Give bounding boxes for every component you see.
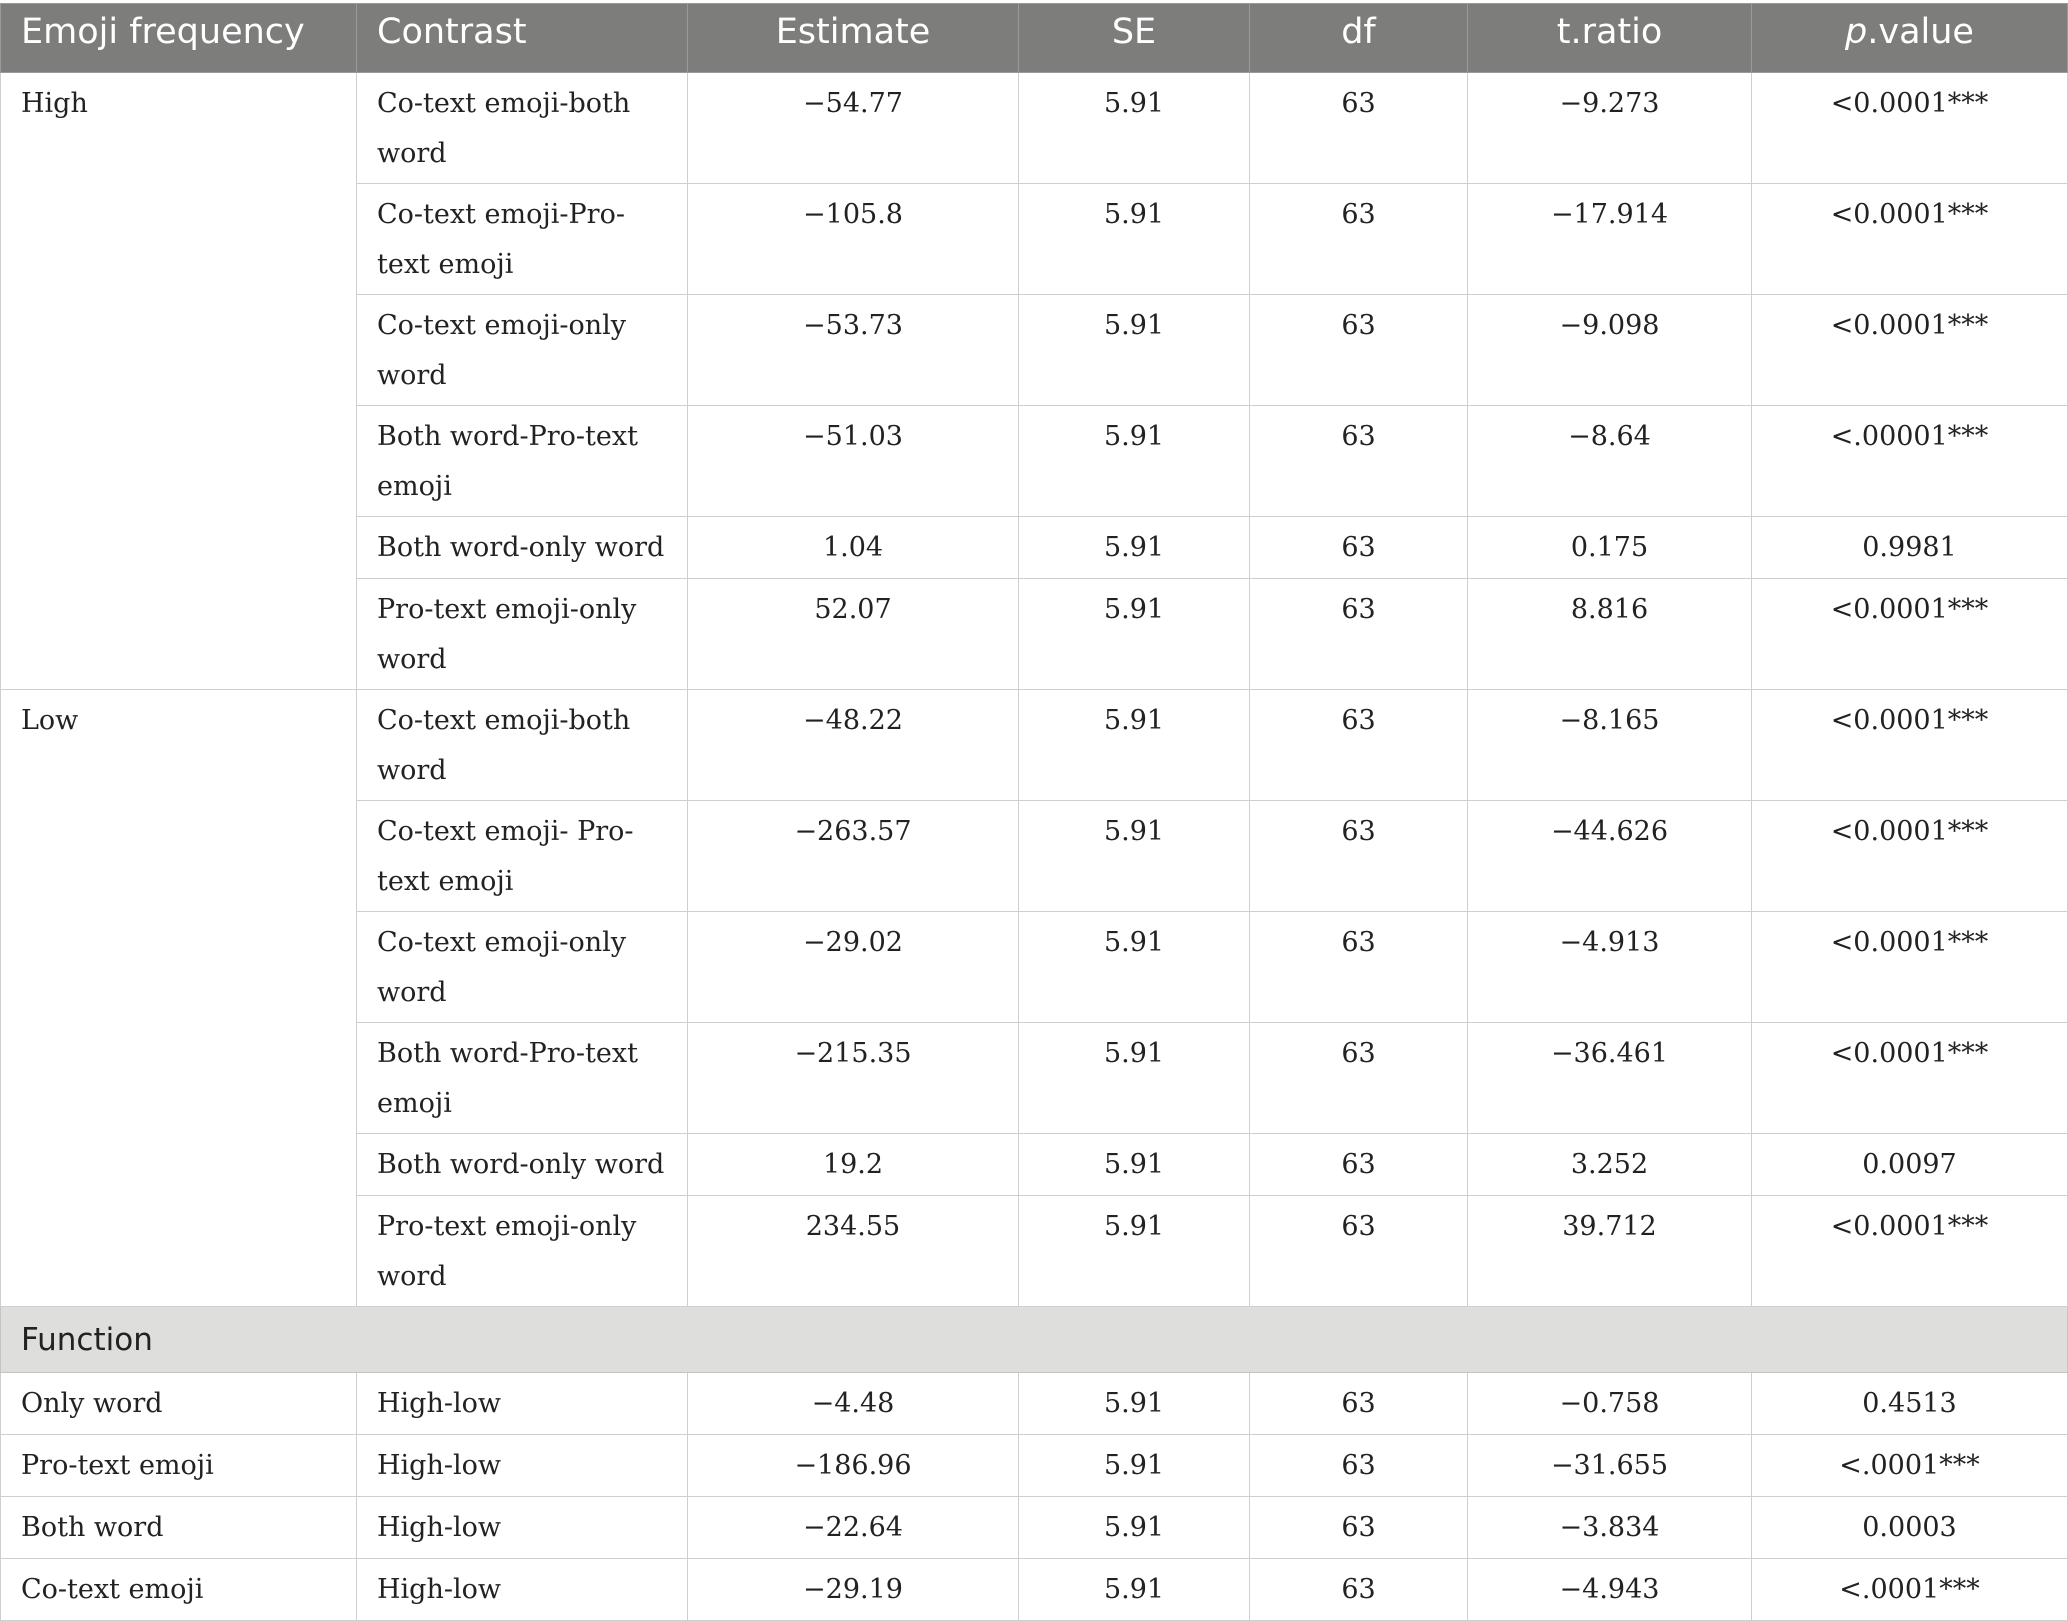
contrast-cell: High-low [357,1373,688,1435]
contrast-cell: High-low [357,1559,688,1621]
estimate-cell: −22.64 [688,1497,1019,1559]
p-value-cell: <0.0001*** [1752,184,2068,295]
df-cell: 63 [1250,579,1468,690]
header-df: df [1250,4,1468,73]
df-cell: 63 [1250,184,1468,295]
estimate-cell: 234.55 [688,1196,1019,1307]
t-ratio-cell: −9.273 [1468,73,1752,184]
contrast-cell: Pro-text emoji-only word [357,579,688,690]
group-label-high: High [1,73,357,690]
df-cell: 63 [1250,1435,1468,1497]
df-cell: 63 [1250,406,1468,517]
p-value-cell: <0.0001*** [1752,295,2068,406]
se-cell: 5.91 [1019,801,1250,912]
header-p-rest: .value [1867,12,1974,52]
se-cell: 5.91 [1019,1435,1250,1497]
t-ratio-cell: −9.098 [1468,295,1752,406]
estimate-cell: −105.8 [688,184,1019,295]
se-cell: 5.91 [1019,1559,1250,1621]
p-value-cell: <0.0001*** [1752,801,2068,912]
function-label-cell: Co-text emoji [1,1559,357,1621]
se-cell: 5.91 [1019,579,1250,690]
df-cell: 63 [1250,1559,1468,1621]
se-cell: 5.91 [1019,912,1250,1023]
p-value-cell: <0.0001*** [1752,579,2068,690]
estimate-cell: −263.57 [688,801,1019,912]
section-title-text: Function [21,1322,153,1358]
p-value-cell: 0.0097 [1752,1134,2068,1196]
contrast-cell: Both word-only word [357,1134,688,1196]
t-ratio-cell: −44.626 [1468,801,1752,912]
se-cell: 5.91 [1019,295,1250,406]
contrast-cell: Pro-text emoji-only word [357,1196,688,1307]
table-row [1,1559,2068,1621]
df-cell: 63 [1250,1023,1468,1134]
df-cell: 63 [1250,1497,1468,1559]
p-value-cell: 0.9981 [1752,517,2068,579]
estimate-cell: −51.03 [688,406,1019,517]
df-cell: 63 [1250,801,1468,912]
se-cell: 5.91 [1019,1373,1250,1435]
df-cell: 63 [1250,295,1468,406]
table-row [1,1497,2068,1559]
df-cell: 63 [1250,1134,1468,1196]
header-t-ratio: t.ratio [1468,4,1752,73]
header-estimate: Estimate [688,4,1019,73]
estimate-cell: −4.48 [688,1373,1019,1435]
t-ratio-cell: −31.655 [1468,1435,1752,1497]
df-cell: 63 [1250,690,1468,801]
p-value-cell: 0.4513 [1752,1373,2068,1435]
estimate-cell: −29.02 [688,912,1019,1023]
se-cell: 5.91 [1019,517,1250,579]
p-value-cell: 0.0003 [1752,1497,2068,1559]
t-ratio-cell: −4.943 [1468,1559,1752,1621]
estimate-cell: −53.73 [688,295,1019,406]
t-ratio-cell: 8.816 [1468,579,1752,690]
estimate-cell: 1.04 [688,517,1019,579]
function-label-cell: Only word [1,1373,357,1435]
contrast-cell: High-low [357,1497,688,1559]
contrast-cell: Co-text emoji-Pro-text emoji [357,184,688,295]
contrast-cell: Both word-Pro-text emoji [357,1023,688,1134]
p-value-cell: <0.0001*** [1752,1023,2068,1134]
se-cell: 5.91 [1019,1134,1250,1196]
p-value-cell: <0.0001*** [1752,690,2068,801]
t-ratio-cell: −8.64 [1468,406,1752,517]
contrast-table [0,3,2068,1621]
section-title [1,1307,2068,1373]
contrast-cell: Co-text emoji- Pro-text emoji [357,801,688,912]
p-value-cell: <0.0001*** [1752,1196,2068,1307]
table-header [1,4,2068,73]
p-value-cell: <.0001*** [1752,1435,2068,1497]
estimate-cell: 19.2 [688,1134,1019,1196]
se-cell: 5.91 [1019,1497,1250,1559]
table-body [1,73,2068,1621]
df-cell: 63 [1250,73,1468,184]
t-ratio-cell: −8.165 [1468,690,1752,801]
p-value-cell: <0.0001*** [1752,73,2068,184]
t-ratio-cell: 39.712 [1468,1196,1752,1307]
table-row [1,690,2068,801]
t-ratio-cell: −3.834 [1468,1497,1752,1559]
header-emoji-frequency: Emoji frequency [1,4,357,73]
df-cell: 63 [1250,517,1468,579]
se-cell: 5.91 [1019,406,1250,517]
contrast-cell: Co-text emoji-both word [357,73,688,184]
contrast-cell: Co-text emoji-only word [357,295,688,406]
t-ratio-cell: −4.913 [1468,912,1752,1023]
se-cell: 5.91 [1019,690,1250,801]
header-contrast: Contrast [357,4,688,73]
p-value-cell: <0.0001*** [1752,912,2068,1023]
df-cell: 63 [1250,1196,1468,1307]
header-p-italic: p [1845,12,1868,52]
t-ratio-cell: −0.758 [1468,1373,1752,1435]
contrast-cell: Both word-Pro-text emoji [357,406,688,517]
table-row [1,73,2068,184]
estimate-cell: −54.77 [688,73,1019,184]
t-ratio-cell: 0.175 [1468,517,1752,579]
estimate-cell: −29.19 [688,1559,1019,1621]
contrast-cell: Co-text emoji-only word [357,912,688,1023]
estimate-cell: −215.35 [688,1023,1019,1134]
function-label-cell: Both word [1,1497,357,1559]
t-ratio-cell: 3.252 [1468,1134,1752,1196]
estimate-cell: −48.22 [688,690,1019,801]
table-row [1,1435,2068,1497]
p-value-cell: <.0001*** [1752,1559,2068,1621]
function-label-cell: Pro-text emoji [1,1435,357,1497]
contrast-cell: Both word-only word [357,517,688,579]
se-cell: 5.91 [1019,1023,1250,1134]
header-p-value [1752,4,2068,73]
header-se: SE [1019,4,1250,73]
table-row [1,1373,2068,1435]
se-cell: 5.91 [1019,1196,1250,1307]
p-value-cell: <.00001*** [1752,406,2068,517]
section-row-function [1,1307,2068,1373]
t-ratio-cell: −17.914 [1468,184,1752,295]
df-cell: 63 [1250,1373,1468,1435]
contrast-cell: High-low [357,1435,688,1497]
estimate-cell: 52.07 [688,579,1019,690]
estimate-cell: −186.96 [688,1435,1019,1497]
se-cell: 5.91 [1019,184,1250,295]
se-cell: 5.91 [1019,73,1250,184]
contrast-cell: Co-text emoji-both word [357,690,688,801]
df-cell: 63 [1250,912,1468,1023]
t-ratio-cell: −36.461 [1468,1023,1752,1134]
group-label-low: Low [1,690,357,1307]
